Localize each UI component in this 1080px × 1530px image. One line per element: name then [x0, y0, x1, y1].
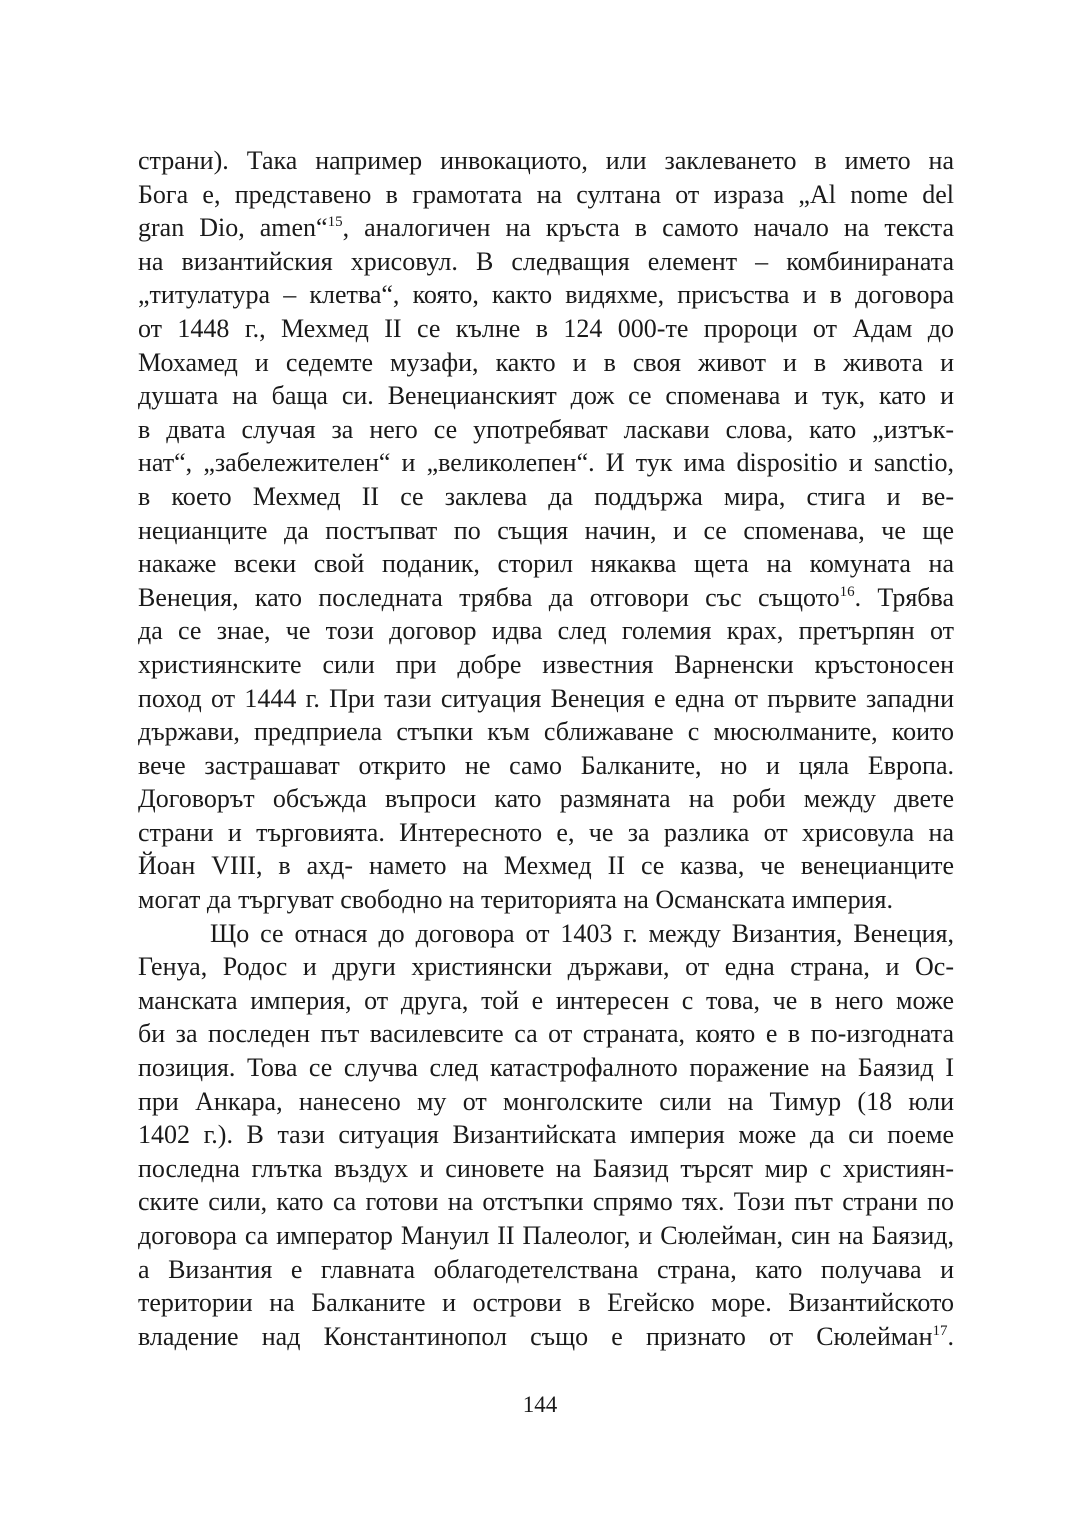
text-line: би за последен път василевсите са от страната, която е в по-изгодната — [138, 1019, 954, 1049]
text-line: Що се отнася до договора от 1403 г. между Византия, Венеция, — [210, 918, 954, 948]
text-line: Бога е, представено в грамотата на султана от израза „Al nome del — [138, 179, 954, 209]
text-line: вече застрашават открито не само Балканите, но и цяла Европа. — [138, 750, 954, 780]
footnote-ref: 17 — [932, 1322, 948, 1339]
text-line: владение над Константинопол също е признато от Сюлейман$^{17}$. — [138, 1321, 954, 1351]
text-line: последна глътка въздух и синовете на Баязид търсят мир с християн- — [138, 1153, 954, 1183]
text-line: в което Мехмед II се заклева да поддържа мира, стига и ве- — [138, 481, 954, 511]
text-line: държави, предприела стъпки към сближаване с мюсюлманите, които — [138, 717, 954, 747]
text-line: накаже всеки свой поданик, сторил някаква щета на комуната на — [138, 549, 954, 579]
footnote-ref: 16 — [839, 583, 855, 600]
text-line: на византийския хрисовул. В следващия елемент – комбинираната — [138, 246, 954, 276]
text-line: ските сили, като са готови на отстъпки спрямо тях. Този път страни по — [138, 1187, 954, 1217]
text-line: нат“, „забележителен“ и „великолепен“. И тук има dispositio и sanctio, — [138, 448, 954, 478]
text-line: страни). Така например инвокациото, или заклеването в името на — [138, 146, 954, 175]
text-line: Венеция, като последната трябва да отговори със същото$^{16}$. Трябва — [138, 582, 954, 612]
text-line: а Византия е главната облагодетелствана страна, като получава и — [138, 1254, 954, 1284]
page-number: 144 — [522, 1392, 558, 1417]
text-line: при Анкара, нанесено му от монголските сили на Тимур (18 юли — [138, 1086, 954, 1116]
text-line: нецианците да постъпват по същия начин, и се споменава, че ще — [138, 515, 954, 545]
text-line: поход от 1444 г. При тази ситуация Венеция е една от първите западни — [138, 683, 954, 713]
paragraph-1 — [138, 144, 954, 917]
paragraph-2 — [138, 917, 954, 1354]
text-line: в двата случая за него се употребяват ласкави слова, като „изтък- — [138, 414, 954, 444]
text-line: душата на баща си. Венецианският дож се споменава и тук, като и — [138, 381, 954, 411]
text-line: gran Dio, amen“$^{15}$, аналогичен на кръста в самото начало на текста — [138, 213, 955, 243]
text-line: да се знае, че този договор идва след големия крах, претърпян от — [138, 616, 954, 646]
text-line: Йоан VIII, в ахд- намето на Мехмед II се казва, че венецианците — [138, 851, 954, 881]
text-line: Генуа, Родос и други християнски държави, от една страна, и Ос- — [138, 952, 954, 982]
text-line: страни и търговията. Интересното е, че за разлика от хрисовула на — [138, 817, 954, 847]
text-line: могат да търгуват свободно на територията на Османската империя. — [138, 885, 893, 915]
text-line: Договорът обсъжда въпроси като размяната на роби между двете — [138, 784, 954, 814]
footnote-ref: 15 — [327, 214, 343, 231]
page-body — [138, 144, 954, 1353]
text-line: християнските сили при добре известния Варненски кръстоносен — [138, 649, 954, 679]
text-line: 1402 г.). В тази ситуация Византийската империя може да си поеме — [138, 1120, 954, 1150]
text-line: позиция. Това се случва след катастрофалното поражение на Баязид I — [138, 1053, 954, 1083]
text-line: „титулатура – клетва“, която, както видяхме, присъства и в договора — [138, 280, 954, 310]
text-line: от 1448 г., Мехмед II се кълне в 124 000-те пророци от Адам до — [138, 313, 954, 343]
text-line: договора са император Мануил II Палеолог, и Сюлейман, син на Баязид, — [138, 1221, 954, 1250]
text-line: манската империя, от друга, той е интересен с това, че в него може — [138, 985, 954, 1015]
text-line: територии на Балканите и острови в Егейско море. Византийското — [138, 1288, 954, 1318]
text-line: Мохамед и седемте музафи, както и в своя живот и в живота и — [138, 347, 954, 377]
